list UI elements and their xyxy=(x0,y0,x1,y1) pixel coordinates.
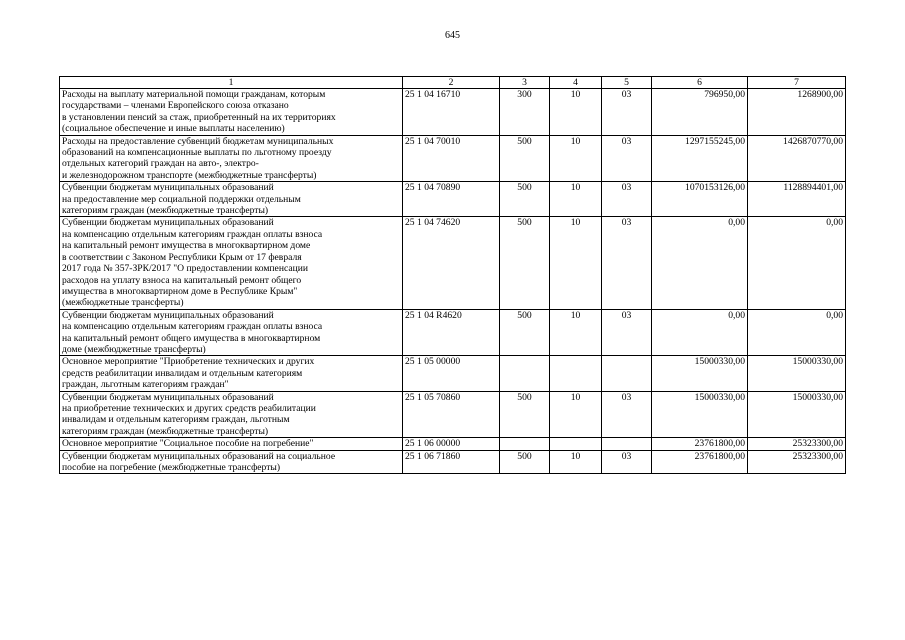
row-description: Основное мероприятие "Приобретение технических и других средств реабилитации инвалидам и отдельным категориям граждан, льготным категориям граждан" xyxy=(60,356,403,391)
table-row xyxy=(60,135,846,182)
table-row xyxy=(60,356,846,391)
row-amount-year-2: 15000330,00 xyxy=(748,391,846,438)
row-description: Расходы на выплату материальной помощи гражданам, которым государствами – членами Европейского союза отказано в установлении пенсий за стаж, приобретенный на их территориях (социальное обеспечение и иные выплаты населению) xyxy=(60,89,403,136)
row-section: 10 xyxy=(550,217,602,309)
row-amount-year-1: 796950,00 xyxy=(652,89,748,136)
row-code: 25 1 04 74620 xyxy=(403,217,500,309)
page-number: 645 xyxy=(445,30,460,41)
row-amount-year-1: 15000330,00 xyxy=(652,356,748,391)
table-header-row xyxy=(60,77,846,89)
table-row xyxy=(60,89,846,136)
row-amount-year-1: 0,00 xyxy=(652,309,748,356)
row-section xyxy=(550,438,602,450)
row-subsection xyxy=(602,356,652,391)
header-col-1: 1 xyxy=(60,77,403,89)
row-subsection: 03 xyxy=(602,391,652,438)
row-amount-year-2: 0,00 xyxy=(748,217,846,309)
row-subsection xyxy=(602,438,652,450)
row-amount-year-1: 23761800,00 xyxy=(652,438,748,450)
row-code: 25 1 05 70860 xyxy=(403,391,500,438)
row-amount-year-1: 1297155245,00 xyxy=(652,135,748,182)
row-expense-type xyxy=(500,356,550,391)
row-description: Субвенции бюджетам муниципальных образований на приобретение технических и других средств реабилитации инвалидам и отдельным категориям граждан, льготным категориям граждан (межбюджетные трансферты) xyxy=(60,391,403,438)
row-code: 25 1 04 70890 xyxy=(403,182,500,217)
row-code: 25 1 04 R4620 xyxy=(403,309,500,356)
table-row xyxy=(60,391,846,438)
header-col-7: 7 xyxy=(748,77,846,89)
row-amount-year-2: 15000330,00 xyxy=(748,356,846,391)
row-amount-year-2: 0,00 xyxy=(748,309,846,356)
row-amount-year-1: 15000330,00 xyxy=(652,391,748,438)
row-description: Расходы на предоставление субвенций бюджетам муниципальных образований на компенсационные выплаты по льготному проезду отдельных категорий граждан на авто-, электро- и железнодорожном транспорте (межбюджетные трансферты) xyxy=(60,135,403,182)
header-col-5: 5 xyxy=(602,77,652,89)
budget-table xyxy=(59,76,846,474)
row-amount-year-1: 1070153126,00 xyxy=(652,182,748,217)
row-section: 10 xyxy=(550,182,602,217)
row-amount-year-2: 25323300,00 xyxy=(748,438,846,450)
row-expense-type: 500 xyxy=(500,182,550,217)
row-code: 25 1 05 00000 xyxy=(403,356,500,391)
row-amount-year-2: 25323300,00 xyxy=(748,450,846,474)
row-amount-year-1: 0,00 xyxy=(652,217,748,309)
row-description: Субвенции бюджетам муниципальных образований на компенсацию отдельным категориям граждан оплаты взноса на капитальный ремонт общего имущества в многоквартирном доме (межбюджетные трансферты) xyxy=(60,309,403,356)
row-expense-type: 300 xyxy=(500,89,550,136)
row-subsection: 03 xyxy=(602,450,652,474)
table-row xyxy=(60,309,846,356)
row-section: 10 xyxy=(550,309,602,356)
row-subsection: 03 xyxy=(602,182,652,217)
table-row xyxy=(60,450,846,474)
row-description: Субвенции бюджетам муниципальных образований на компенсацию отдельным категориям граждан оплаты взноса на капитальный ремонт имущества в многоквартирном доме в соответствии с Законом Республики Крым от 17 февраля 2017 года № 357-ЗРК/2017 "О предоставлении компенсации расходов на уплату взноса на капитальный ремонт общего имущества в многоквартирном доме в Республике Крым" (межбюджетные трансферты) xyxy=(60,217,403,309)
row-subsection: 03 xyxy=(602,217,652,309)
row-subsection: 03 xyxy=(602,89,652,136)
header-col-2: 2 xyxy=(403,77,500,89)
row-expense-type: 500 xyxy=(500,391,550,438)
row-section xyxy=(550,356,602,391)
table-row xyxy=(60,217,846,309)
row-expense-type: 500 xyxy=(500,217,550,309)
row-subsection: 03 xyxy=(602,309,652,356)
header-col-4: 4 xyxy=(550,77,602,89)
row-code: 25 1 06 00000 xyxy=(403,438,500,450)
row-expense-type xyxy=(500,438,550,450)
row-expense-type: 500 xyxy=(500,309,550,356)
row-section: 10 xyxy=(550,135,602,182)
row-subsection: 03 xyxy=(602,135,652,182)
row-amount-year-2: 1426870770,00 xyxy=(748,135,846,182)
table-row xyxy=(60,438,846,450)
row-section: 10 xyxy=(550,391,602,438)
row-expense-type: 500 xyxy=(500,135,550,182)
row-description: Основное мероприятие "Социальное пособие на погребение" xyxy=(60,438,403,450)
row-section: 10 xyxy=(550,89,602,136)
row-description: Субвенции бюджетам муниципальных образований на социальное пособие на погребение (межбюджетные трансферты) xyxy=(60,450,403,474)
row-amount-year-2: 1128894401,00 xyxy=(748,182,846,217)
row-code: 25 1 04 16710 xyxy=(403,89,500,136)
row-code: 25 1 04 70010 xyxy=(403,135,500,182)
row-expense-type: 500 xyxy=(500,450,550,474)
table-body xyxy=(60,89,846,474)
row-code: 25 1 06 71860 xyxy=(403,450,500,474)
row-amount-year-2: 1268900,00 xyxy=(748,89,846,136)
row-description: Субвенции бюджетам муниципальных образований на предоставление мер социальной поддержки отдельным категориям граждан (межбюджетные трансферты) xyxy=(60,182,403,217)
table-row xyxy=(60,182,846,217)
header-col-3: 3 xyxy=(500,77,550,89)
row-amount-year-1: 23761800,00 xyxy=(652,450,748,474)
header-col-6: 6 xyxy=(652,77,748,89)
row-section: 10 xyxy=(550,450,602,474)
